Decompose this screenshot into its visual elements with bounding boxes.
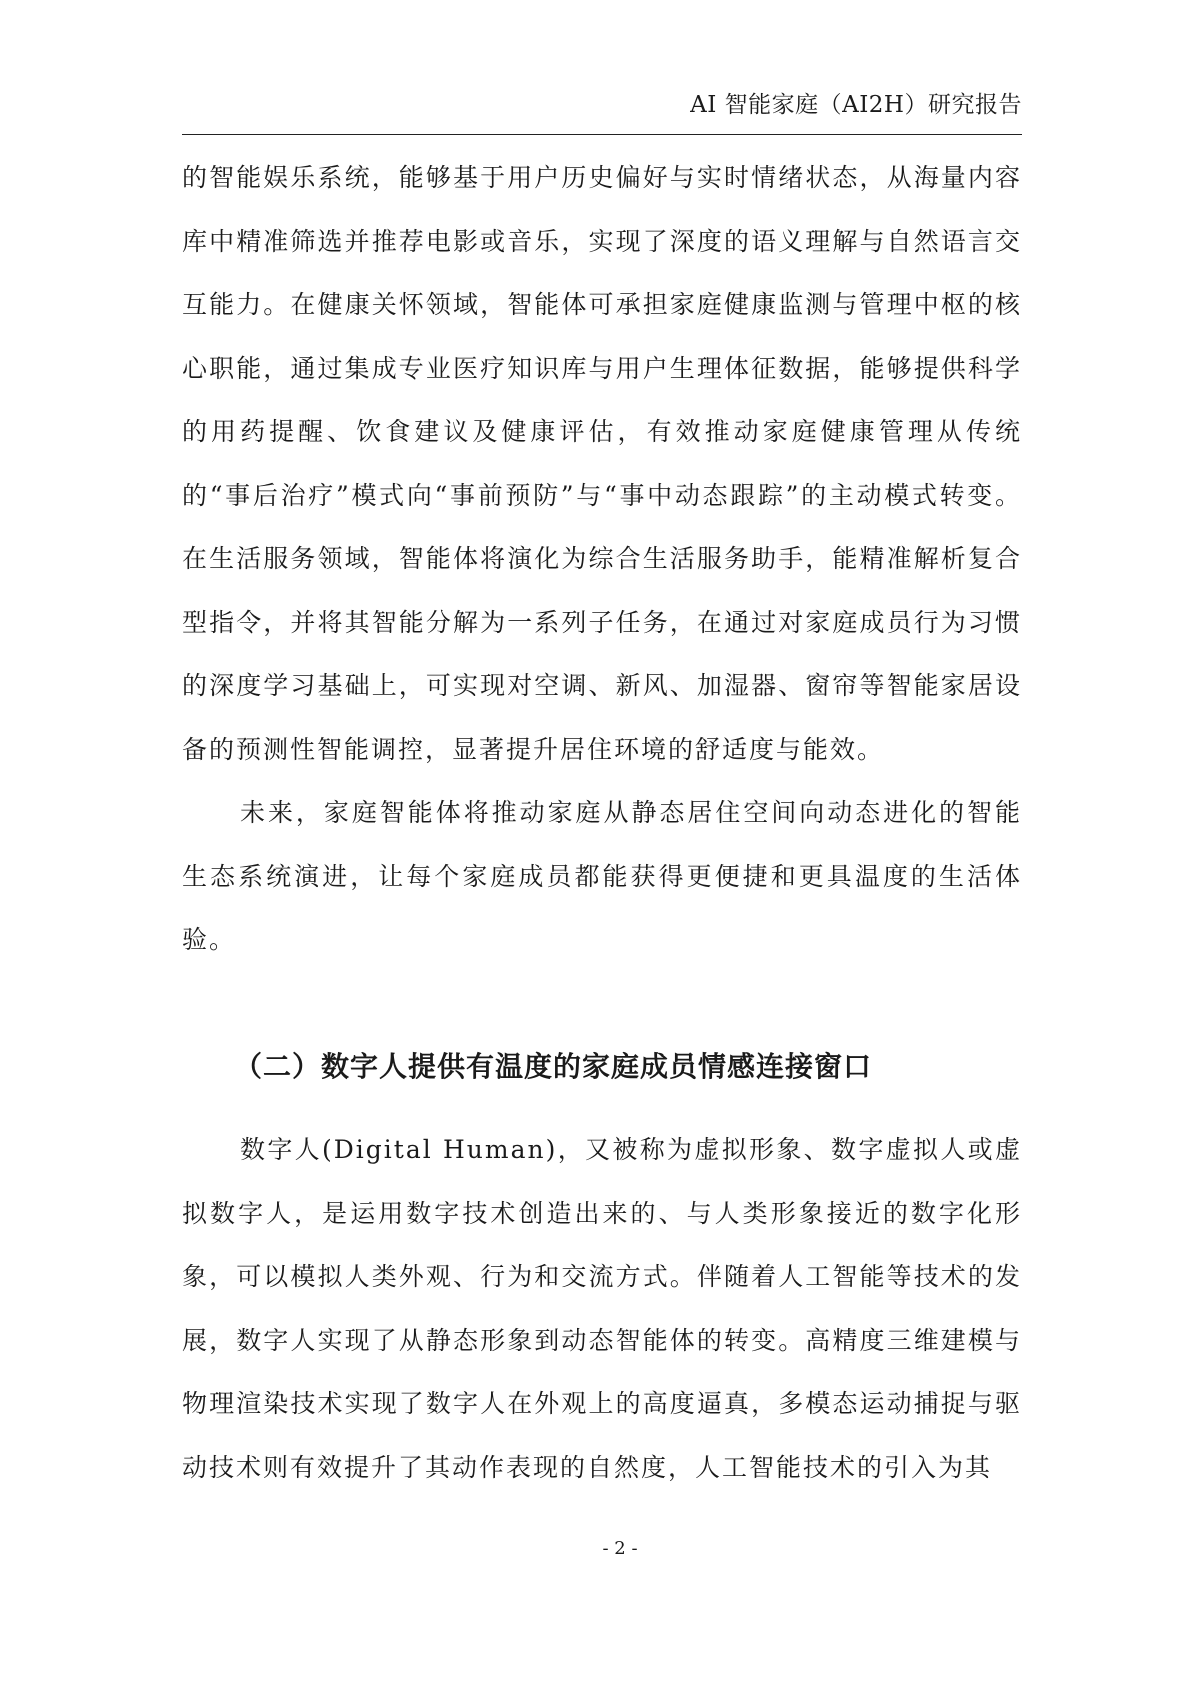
running-header: AI 智能家庭（AI2H）研究报告 — [690, 92, 1022, 118]
section-heading: （二）数字人提供有温度的家庭成员情感连接窗口 — [234, 1050, 873, 1083]
page-number: - 2 - — [602, 1538, 638, 1559]
paragraph-3: 数字人(Digital Human)，又被称为虚拟形象、数字虚拟人或虚拟数字人，是运用数字技术创造出来的、与人类形象接近的数字化形象，可以模拟人类外观、行为和交流方式。伴随着人工智能等技术的发展，数字人实现了从静态形象到动态智能体的转变。高精度三维建模与物理渲染技术实现了数字人在外观上的高度逼真，多模态运动捕捉与驱动技术则有效提升了其动作表现的自然度，人工智能技术的引入为其 — [182, 1135, 1022, 1482]
body-block-2 — [182, 1118, 1022, 1499]
section-heading-block — [182, 1045, 1022, 1085]
paragraph-2: 未来，家庭智能体将推动家庭从静态居住空间向动态进化的智能生态系统演进，让每个家庭成员都能获得更便捷和更具温度的生活体验。 — [182, 798, 1022, 954]
body-block-1 — [182, 146, 1022, 972]
paragraph-1: 的智能娱乐系统，能够基于用户历史偏好与实时情绪状态，从海量内容库中精准筛选并推荐电影或音乐，实现了深度的语义理解与自然语言交互能力。在健康关怀领域，智能体可承担家庭健康监测与管理中枢的核心职能，通过集成专业医疗知识库与用户生理体征数据，能够提供科学的用药提醒、饮食建议及健康评估，有效推动家庭健康管理从传统的“事后治疗”模式向“事前预防”与“事中动态跟踪”的主动模式转变。在生活服务领域，智能体将演化为综合生活服务助手，能精准解析复合型指令，并将其智能分解为一系列子任务，在通过对家庭成员行为习惯的深度学习基础上，可实现对空调、新风、加湿器、窗帘等智能家居设备的预测性智能调控，显著提升居住环境的舒适度与能效。 — [182, 163, 1022, 764]
header-rule — [182, 134, 1022, 135]
